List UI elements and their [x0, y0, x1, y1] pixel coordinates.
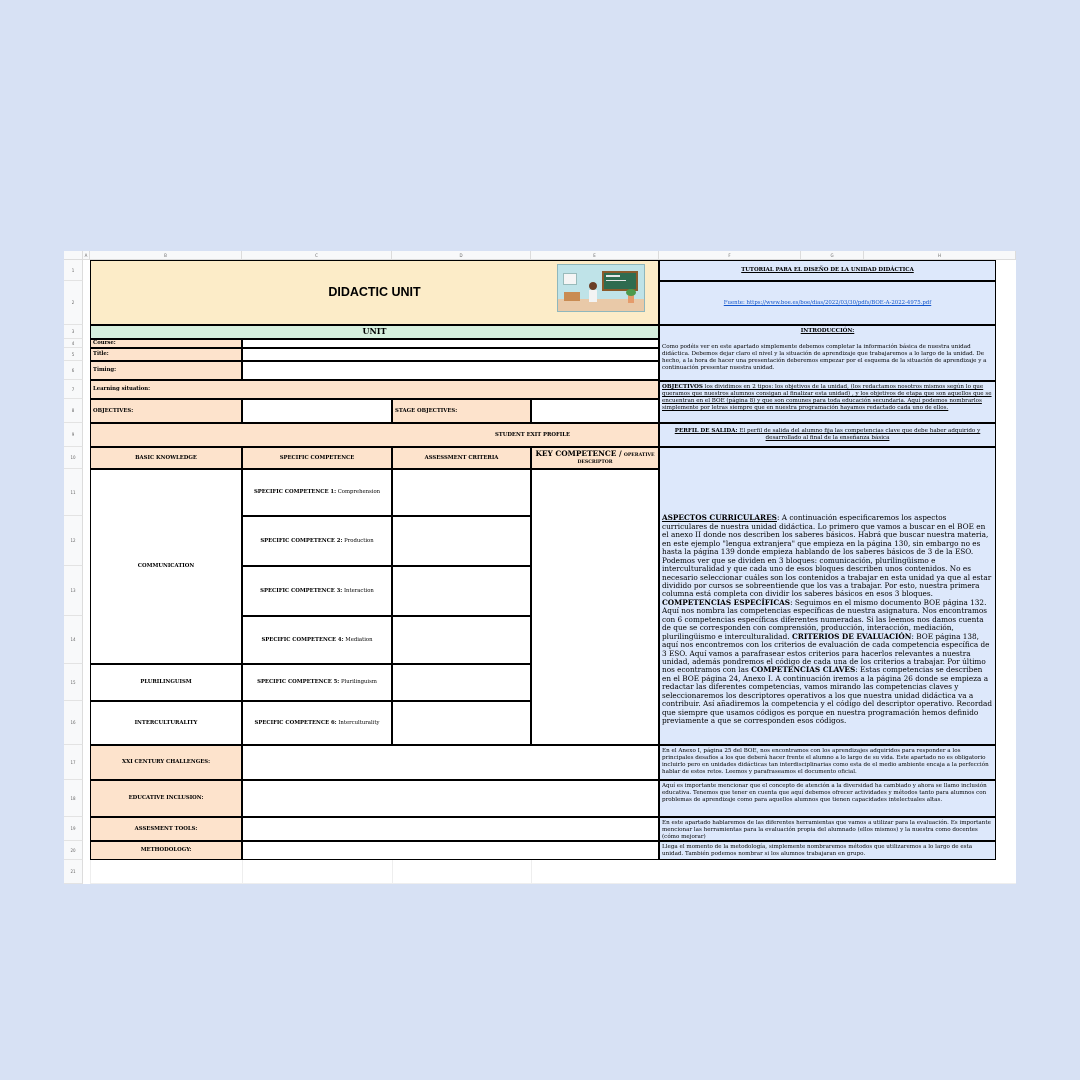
row-header[interactable]: 10	[64, 447, 83, 469]
aspectos-text-4: : Estas competencias se describen en el BOE página 24, Anexo I. A continuación iremos a la página 26 donde se empieza a redactar las diferentes competencias, vamos mirando las competencias claves y seleccionaremos los descriptores operativos a los que nuestra unidad didáctica va a contribuir. Así añadiremos la competencia y el código del descriptor operativo. Recordad que siempre que usamos códigos es porque en nuestra programación hemos definido previamente a que se corresponden esos códigos.	[662, 665, 993, 726]
desk	[564, 292, 580, 301]
assessment-tools-label: ASSESMENT TOOLS:	[90, 817, 242, 841]
tutorial-title-cell[interactable]	[659, 260, 996, 281]
row-header[interactable]: 11	[64, 469, 83, 516]
plant-pot	[628, 295, 634, 303]
course-input[interactable]	[242, 339, 659, 348]
row-header[interactable]: 1	[64, 260, 83, 281]
teacher-head	[589, 282, 597, 290]
gridline	[531, 860, 532, 884]
aspectos-heading: ASPECTOS CURRICULARES	[662, 513, 777, 523]
classroom-illustration	[557, 264, 645, 312]
objectives-label: OBJECTIVES:	[90, 399, 242, 423]
methodology-label: METHODOLOGY:	[90, 841, 242, 860]
perfil-heading: PERFIL DE SALIDA:	[674, 427, 738, 434]
header-key-competence	[531, 447, 659, 469]
corner-cell[interactable]	[64, 251, 83, 260]
gridline	[392, 860, 393, 884]
specific-competence-6: SPECIFIC COMPETENCE 6: Interculturality	[242, 701, 392, 745]
column-header-h[interactable]: H	[864, 251, 1016, 260]
timing-label: Timing:	[90, 361, 242, 380]
student-exit-profile-cell[interactable]: STUDENT EXIT PROFILE	[90, 423, 659, 447]
intro-text: Como podéis ver en este apartado simplemente debemos completar la información básica de nuestra unidad didáctica. Debemos dejar claro el nivel y la situación de aprendizaje que trabajaremos a lo largo de la unidad. De hecho, a la hora de hacer una presentación deberemos empezar por el esquema de la situación de aprendizaje y a continuación presentar nuestra unidad.	[662, 344, 987, 372]
header-assessment-criteria: ASSESSMENT CRITERIA	[392, 447, 531, 469]
basic-knowledge-interculturality: INTERCULTURALITY	[90, 701, 242, 745]
course-label: Course:	[90, 339, 242, 348]
basic-knowledge-communication: COMMUNICATION	[90, 469, 242, 664]
timing-input[interactable]	[242, 361, 659, 380]
challenges-cell[interactable]	[659, 745, 996, 780]
assessment-criteria-input[interactable]	[392, 469, 531, 516]
gridline	[90, 883, 1016, 884]
teacher-body	[589, 290, 597, 302]
gridline	[242, 860, 243, 884]
inclusion-cell[interactable]	[659, 780, 996, 817]
row-header[interactable]: 12	[64, 516, 83, 566]
intro-cell[interactable]	[659, 325, 996, 381]
objectives-input[interactable]	[242, 399, 392, 423]
assessment-criteria-input[interactable]	[392, 664, 531, 701]
assessment-criteria-input[interactable]	[392, 616, 531, 664]
methodology-text: Llega el momento de la metodología, simplemente nombraremos métodos que utilizaremos a lo largo de esta unidad. También podemos nombrar si los alumnos trabajaran en grupo.	[662, 844, 973, 858]
basic-knowledge-plurilinguism: PLURILINGUISM	[90, 664, 242, 701]
xxi-challenges-label: XXI CENTURY CHALLENGES:	[90, 745, 242, 780]
row-header[interactable]: 5	[64, 348, 83, 361]
column-header-g[interactable]: G	[801, 251, 864, 260]
spreadsheet	[64, 251, 1016, 884]
perfil-cell[interactable]	[659, 423, 996, 447]
inclusion-text: Aquí es importante mencionar que el concepto de atención a la diversidad ha cambiado y ahora se llamo inclusión educativa. Tenemos que tener en cuenta que aquí debemos ofrecer actividades y métodos tanto para alumnos con problemas de aprendizaje como para aquellos alumnos que tienen capacidades intelectuales altas.	[662, 783, 987, 804]
chalk-line	[606, 275, 620, 277]
row-header[interactable]: 14	[64, 616, 83, 664]
row-header[interactable]: 17	[64, 745, 83, 780]
row-header[interactable]: 15	[64, 664, 83, 701]
column-header-d[interactable]: D	[392, 251, 531, 260]
row-header[interactable]: 6	[64, 361, 83, 380]
aspectos-text-3: : BOE página 138, aquí nos encontremos con los criterios de evaluación de cada competencia específica de 3 ESO. Aquí vamos a parafrasear estos criterios para hacerlos relevantes a nuestra unidad, además pondremos el código de cada una de los criterios a trabajar. Por último nos econtramos con las	[662, 631, 990, 675]
educative-inclusion-input[interactable]	[242, 780, 659, 817]
tools-cell[interactable]	[659, 817, 996, 841]
objetivos-heading: OBJECTIVOS	[662, 384, 703, 390]
row-header[interactable]: 3	[64, 325, 83, 339]
specific-competence-5: SPECIFIC COMPETENCE 5: Plurilinguism	[242, 664, 392, 701]
column-header-f[interactable]: F	[659, 251, 801, 260]
plant	[626, 289, 636, 296]
unit-header[interactable]: UNIT	[90, 325, 659, 339]
column-header-a[interactable]: A	[83, 251, 90, 260]
specific-competence-3: SPECIFIC COMPETENCE 3: Interaction	[242, 566, 392, 616]
xxi-challenges-input[interactable]	[242, 745, 659, 780]
operative-descriptor-label: OPERATIVE DESCRIPTOR	[577, 453, 655, 465]
perfil-text: El perfil de salida del alumno fija las competencias clave que debe haber adquirido y desarrollado al final de la enseñanza básica	[737, 427, 981, 441]
stage-objectives-input[interactable]	[531, 399, 659, 423]
aspectos-curriculares-cell[interactable]	[659, 447, 996, 745]
chalk-line	[606, 280, 626, 281]
row-header[interactable]: 21	[64, 860, 83, 884]
assessment-criteria-input[interactable]	[392, 516, 531, 566]
methodology-tutorial-cell[interactable]	[659, 841, 996, 860]
criterios-heading: CRITERIOS DE EVALUACIÓN	[791, 631, 912, 641]
title-input[interactable]	[242, 348, 659, 361]
specific-competence-2: SPECIFIC COMPETENCE 2: Production	[242, 516, 392, 566]
assessment-criteria-input[interactable]	[392, 701, 531, 745]
objetivos-cell[interactable]	[659, 381, 996, 423]
row-header[interactable]: 8	[64, 399, 83, 423]
objetivos-text: los dividimos en 2 tipos: los objetivos de la unidad, (los redactamos nosotros mismos según lo que queramos que nuestros alumnos consigan al finalizar esta unidad) , y los objetivos de etapa que son aquellos que se encuentran en el BOE (página 8) y que son comunes para toda educación secundaria. Aquí podemos nombrarlos simplemente por letras siempre que en nuestra programación hayamos redactado cada uno de ellos.	[662, 384, 992, 412]
row-header[interactable]: 2	[64, 281, 83, 325]
key-competence-label: KEY COMPETENCE /	[535, 449, 622, 459]
didactic-unit-title: DIDACTIC UNIT	[328, 285, 421, 300]
header-specific-competence: SPECIFIC COMPETENCE	[242, 447, 392, 469]
row-header[interactable]: 9	[64, 423, 83, 447]
assessment-tools-input[interactable]	[242, 817, 659, 841]
competencias-especificas-heading: COMPETENCIAS ESPECÍFICAS	[662, 597, 791, 607]
aspectos-text-2: : Seguimos en el mismo documento BOE página 132. Aquí nos nombra las competencias específicas de nuestra asignatura. Nos encontramos con 6 competencias específicas diferentes numeradas. Si las leemos nos damos cuenta de que se corresponden con comprensión, producción, interacción, mediación, plurilingüismo e interculturalidad.	[662, 597, 988, 641]
tutorial-title: TUTORIAL PARA EL DISEÑO DE LA UNIDAD DIDÁCTICA	[741, 267, 914, 274]
aspectos-text-1: : A continuación especificaremos los aspectos curriculares de nuestra unidad didáctica. Lo primero que vamos a buscar en el BOE en el anexo II donde nos describen los saberes básicos. Habrá que buscar nuestra materia, en este ejemplo "lengua extranjera" que empieza en la página 130, sin embargo no es hasta la página 139 donde empieza hablando de los saberes básicos de 3 de la ESO. Podemos ver que se dividen en 3 bloques: comunicación, plurilingüismo e interculturalidad y que cada uno de esos bloques describen unos contenidos. No es necesario seleccionar cuáles son los contenidos a trabajar en esta unidad ya que al estar dividido por cursos se sobreentiende que los vas a trabajar. Por esto, nuestra primera columna está completa con dividir los saberes básicos en esos 3 bloques.	[662, 513, 992, 599]
specific-competence-4: SPECIFIC COMPETENCE 4: Mediation	[242, 616, 392, 664]
methodology-input[interactable]	[242, 841, 659, 860]
educative-inclusion-label: EDUCATIVE INCLUSION:	[90, 780, 242, 817]
row-header[interactable]: 20	[64, 841, 83, 860]
window	[563, 273, 577, 285]
column-header-e[interactable]: E	[531, 251, 659, 260]
tools-text: En este apartado hablaremos de las diferentes herramientas que vamos a utilizar para la evaluación. Es importante mencionar las herramientas para la evaluación propia del alumnado (ellos mismos) y la nuestra como docentes (cómo mejorar)	[662, 820, 991, 841]
stage-objectives-label: STAGE OBJECTIVES:	[392, 399, 531, 423]
header-basic-knowledge: BASIC KNOWLEDGE	[90, 447, 242, 469]
chalkboard	[602, 271, 638, 291]
source-link-cell[interactable]	[659, 281, 996, 325]
competencias-claves-heading: COMPETENCIAS CLAVES	[751, 665, 856, 675]
row-header[interactable]: 16	[64, 701, 83, 745]
learning-situation-cell[interactable]: Learning situation:	[90, 380, 659, 399]
challenges-text: En el Anexo I, página 25 del BOE, nos encontramos con los aprendizajes adquiridos para responder a los principales desafíos a los que deberá hacer frente el alumno a lo largo de su vida. Este apartado no es obligatorio incluirlo pero en unidades didácticas tan interdisciplinarias como esta de el medio ambiente encaja a la perfección hablar de estos retos. Leemos y parafraseamos el documento oficial.	[662, 748, 989, 776]
row-header[interactable]: 19	[64, 817, 83, 841]
key-competence-input[interactable]	[531, 469, 659, 745]
intro-heading: INTRODUCCIÓN:	[800, 328, 855, 334]
row-header[interactable]: 4	[64, 339, 83, 348]
column-header-c[interactable]: C	[242, 251, 392, 260]
row-header[interactable]: 13	[64, 566, 83, 616]
assessment-criteria-input[interactable]	[392, 566, 531, 616]
row-header[interactable]: 7	[64, 380, 83, 399]
row-header[interactable]: 18	[64, 780, 83, 817]
column-header-b[interactable]: B	[90, 251, 242, 260]
title-label: Title:	[90, 348, 242, 361]
specific-competence-1: SPECIFIC COMPETENCE 1: Comprehension	[242, 469, 392, 516]
boe-source-link[interactable]: Fuente: https://www.boe.es/boe/dias/2022/03/30/pdfs/BOE-A-2022-4975.pdf	[723, 299, 932, 306]
